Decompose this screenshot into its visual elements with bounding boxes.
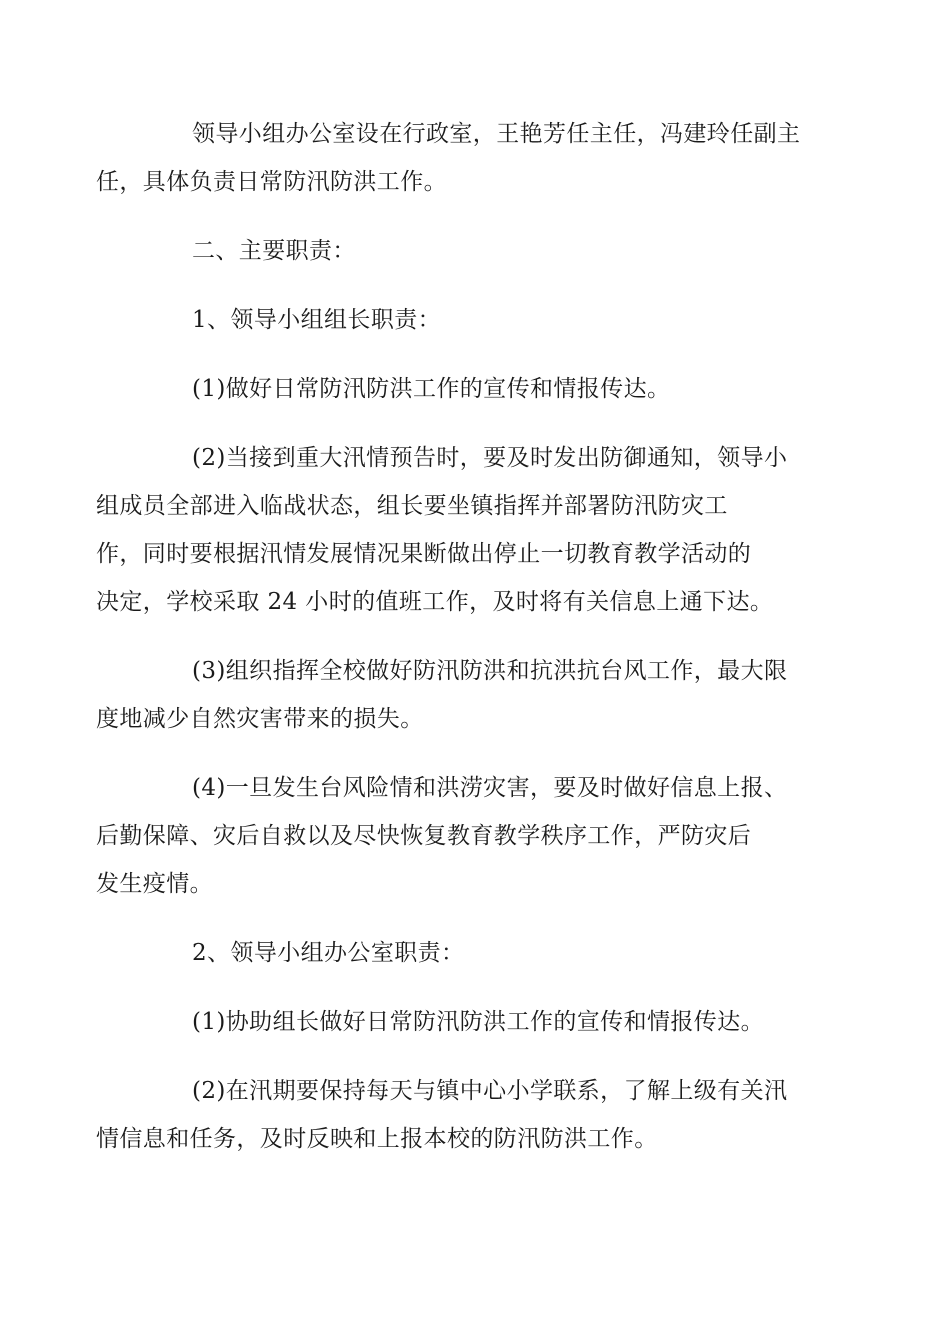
paragraph-leader-duty-3 [96, 647, 810, 743]
text-line: 度地减少自然灾害带来的损失。 [96, 706, 424, 732]
text-line: 情信息和任务，及时反映和上报本校的防汛防洪工作。 [96, 1126, 658, 1152]
section-heading-main-duties [144, 227, 810, 275]
paragraph-leader-duty-2 [96, 434, 810, 626]
text-line: (4)一旦发生台风险情和洪涝灾害，要及时做好信息上报、 [192, 775, 788, 801]
subheading-leader-duties [144, 296, 810, 344]
text-line: (2)在汛期要保持每天与镇中心小学联系，了解上级有关汛 [192, 1078, 788, 1104]
text-line: 作，同时要根据汛情发展情况果断做出停止一切教育教学活动的 [96, 541, 752, 567]
paragraph-office-setup [96, 110, 810, 206]
text-line: 任，具体负责日常防汛防洪工作。 [96, 169, 447, 195]
text-line: 2、领导小组办公室职责： [192, 940, 465, 966]
subheading-office-duties [144, 929, 810, 977]
paragraph-leader-duty-4 [96, 764, 810, 908]
paragraph-office-duty-1 [144, 998, 810, 1046]
document-body [96, 110, 810, 1184]
text-line: 1、领导小组组长职责： [192, 307, 442, 333]
text-line: 组成员全部进入临战状态，组长要坐镇指挥并部署防汛防灾工 [96, 493, 728, 519]
text-line: 发生疫情。 [96, 871, 213, 897]
text-line: 领导小组办公室设在行政室，王艳芳任主任，冯建玲任副主 [192, 121, 801, 147]
paragraph-office-duty-2 [96, 1067, 810, 1163]
text-line: 后勤保障、灾后自救以及尽快恢复教育教学秩序工作，严防灾后 [96, 823, 752, 849]
text-line: (1)做好日常防汛防洪工作的宣传和情报传达。 [192, 376, 671, 402]
paragraph-leader-duty-1 [144, 365, 810, 413]
text-line: 决定，学校采取 24 小时的值班工作，及时将有关信息上通下达。 [96, 589, 774, 615]
text-line: (1)协助组长做好日常防汛防洪工作的宣传和情报传达。 [192, 1009, 764, 1035]
text-line: 二、主要职责： [192, 238, 356, 264]
text-line: (2)当接到重大汛情预告时，要及时发出防御通知，领导小 [192, 445, 788, 471]
text-line: (3)组织指挥全校做好防汛防洪和抗洪抗台风工作，最大限 [192, 658, 788, 684]
